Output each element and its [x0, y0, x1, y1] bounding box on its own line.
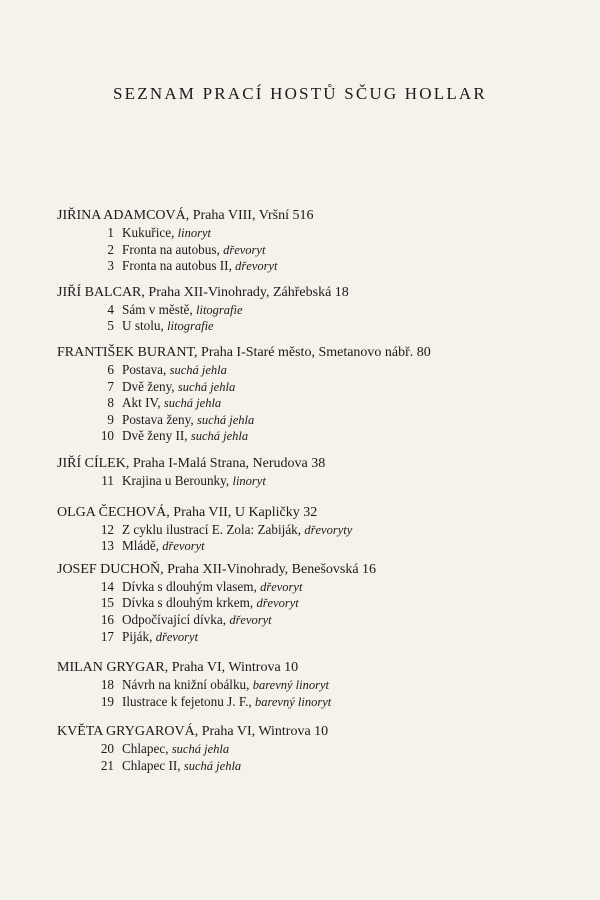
work-title: Sám v městě,	[122, 301, 196, 317]
page-title: SEZNAM PRACÍ HOSTŮ SČUG HOLLAR	[113, 84, 487, 103]
work-number: 19	[100, 693, 114, 709]
artist-entry	[57, 283, 577, 335]
artist-heading	[57, 658, 577, 677]
work-technique: suchá jehla	[163, 396, 222, 411]
work-technique: dřevoryt	[223, 242, 266, 257]
work-number: 10	[100, 428, 114, 444]
work-number: 17	[100, 628, 114, 644]
work-title: Dvě ženy,	[122, 378, 178, 394]
artist-name: JIŘINA ADAMCOVÁ	[57, 208, 186, 223]
work-number: 18	[100, 677, 114, 693]
work-item	[57, 758, 577, 775]
artist-heading	[57, 560, 577, 579]
work-technique: linoryt	[232, 473, 266, 488]
artist-heading	[57, 206, 577, 225]
work-technique: suchá jehla	[169, 362, 227, 377]
work-number: 20	[100, 741, 114, 757]
artist-entry	[57, 658, 577, 710]
artist-address: , Praha VIII, Vršní 516	[185, 208, 314, 223]
work-technique: barevný linoryt	[252, 678, 330, 693]
artist-name: JOSEF DUCHOŇ	[57, 561, 161, 577]
work-technique: dřevoryt	[155, 629, 199, 644]
work-number: 21	[100, 757, 114, 773]
work-item	[57, 677, 577, 694]
work-number: 16	[100, 611, 114, 627]
work-number: 12	[100, 521, 114, 537]
work-number: 3	[107, 258, 114, 274]
artist-name: FRANTIŠEK BURANT	[57, 344, 195, 360]
work-item	[57, 395, 577, 412]
work-title: Postava ženy,	[122, 411, 197, 427]
work-technique: dřevoryt	[256, 596, 299, 611]
work-item	[57, 473, 577, 490]
work-number: 7	[107, 378, 114, 394]
work-technique: dřevoryty	[304, 522, 353, 537]
work-title: Kukuřice,	[122, 225, 178, 240]
work-item	[57, 302, 577, 319]
artist-heading	[57, 722, 577, 741]
work-number: 1	[107, 225, 114, 240]
work-number: 2	[107, 241, 114, 257]
work-item	[57, 522, 577, 539]
work-title: Piják,	[122, 628, 156, 644]
artist-entry	[57, 343, 577, 445]
artist-heading	[57, 454, 577, 473]
work-item	[57, 225, 577, 242]
work-number: 9	[107, 411, 114, 427]
artist-list	[57, 206, 577, 774]
work-item	[57, 362, 577, 379]
work-number: 11	[101, 472, 114, 488]
work-item	[57, 629, 577, 646]
work-title: Chlapec II,	[122, 757, 184, 773]
artist-name: KVĚTA GRYGAROVÁ	[57, 724, 195, 740]
work-number: 4	[107, 301, 114, 317]
work-technique: suchá jehla	[190, 429, 249, 444]
artist-name: OLGA ČECHOVÁ	[57, 504, 167, 520]
work-technique: litografie	[196, 302, 243, 317]
artist-entry	[57, 206, 577, 275]
artist-entry	[57, 454, 577, 490]
work-technique: suchá jehla	[196, 412, 255, 427]
work-technique: litografie	[167, 319, 214, 334]
work-technique: dřevoryt	[229, 612, 272, 627]
artist-heading	[57, 503, 577, 522]
work-technique: suchá jehla	[171, 742, 230, 757]
work-item	[57, 595, 577, 612]
artist-name: MILAN GRYGAR	[57, 660, 165, 676]
work-title: Mládě,	[122, 538, 163, 554]
work-number: 6	[107, 361, 114, 377]
work-number: 14	[100, 578, 114, 594]
artist-entry	[57, 560, 577, 645]
work-title: Krajina u Berounky,	[122, 472, 233, 488]
work-technique: dřevoryt	[162, 539, 205, 554]
artist-address: , Praha VI, Wintrova 10	[164, 660, 299, 676]
artist-address: , Praha I-Malá Strana, Nerudova 38	[125, 455, 326, 471]
work-title: Dívka s dlouhým krkem,	[122, 595, 257, 611]
work-item	[57, 538, 577, 555]
artist-address: , Praha XII-Vinohrady, Záhřebská 18	[141, 284, 349, 300]
work-title: Odpočívající dívka,	[122, 611, 230, 627]
artist-address: , Praha VII, U Kapličky 32	[166, 504, 318, 520]
artist-entry	[57, 503, 577, 555]
work-title: Návrh na knižní obálku,	[122, 677, 253, 693]
work-title: U stolu,	[122, 318, 168, 334]
work-title: Ilustrace k fejetonu J. F.,	[122, 693, 255, 709]
artist-address: , Praha XII-Vinohrady, Benešovská 16	[160, 561, 377, 577]
work-technique: dřevoryt	[260, 579, 303, 594]
work-item	[57, 579, 577, 596]
work-item	[57, 428, 577, 445]
work-technique: dřevoryt	[235, 259, 278, 274]
work-title: Chlapec,	[122, 741, 172, 757]
work-number: 15	[100, 595, 114, 611]
work-title: Fronta na autobus II,	[122, 258, 236, 274]
work-number: 5	[107, 318, 114, 334]
work-item	[57, 741, 577, 758]
work-title: Dvě ženy II,	[122, 428, 191, 444]
work-title: Fronta na autobus,	[122, 241, 224, 257]
artist-name: JIŘÍ CÍLEK	[57, 455, 126, 471]
work-technique: suchá jehla	[183, 758, 242, 773]
work-number: 13	[100, 538, 114, 554]
work-title: Postava,	[122, 361, 170, 377]
artist-address: , Praha VI, Wintrova 10	[194, 724, 329, 740]
work-technique: barevný linoryt	[254, 694, 332, 709]
work-item	[57, 412, 577, 429]
work-item	[57, 694, 577, 711]
work-item	[57, 318, 577, 335]
artist-heading	[57, 343, 577, 362]
work-title: Dívka s dlouhým vlasem,	[122, 578, 261, 594]
work-item	[57, 258, 577, 275]
work-item	[57, 379, 577, 396]
work-technique: linoryt	[177, 226, 212, 240]
work-technique: suchá jehla	[177, 379, 236, 394]
artist-address: , Praha I-Staré město, Smetanovo nábř. 80	[194, 344, 431, 360]
work-item	[57, 612, 577, 629]
artist-entry	[57, 722, 577, 774]
artist-heading	[57, 283, 577, 302]
work-title: Z cyklu ilustrací E. Zola: Zabiják,	[122, 521, 305, 537]
work-number: 8	[107, 395, 114, 411]
work-title: Akt IV,	[122, 395, 164, 411]
work-item	[57, 242, 577, 259]
artist-name: JIŘÍ BALCAR	[57, 284, 142, 300]
